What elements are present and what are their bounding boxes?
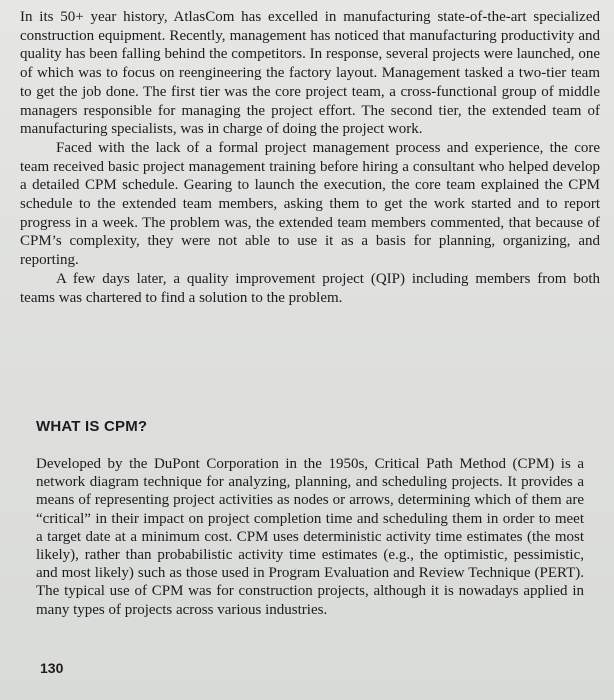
intro-paragraph-1: In its 50+ year history, AtlasCom has excelled in manufacturing state-of-the-art specialized construction equipment. Recently, management has noticed that manufacturing productivity and quality has been falling behind the competitors. In response, several projects were launched, one of which was to focus on reengineering the factory layout. Management tasked a two-tier team to get the job done. The first tier was the core project team, a cross-functional group of middle managers responsible for managing the project effort. The second tier, the extended team of manufacturing specialists, was in charge of doing the project work. <box>20 9 600 138</box>
cpm-paragraph: Developed by the DuPont Corporation in the 1950s, Critical Path Method (CPM) is a network diagram technique for analyzing, planning, and scheduling projects. It provides a means of representing project activities as nodes or arrows, determining which of them are “critical” in their impact on project completion time and scheduling them in order to meet a target date at a minimum cost. CPM uses deterministic activity time estimates (the most likely), rather than probabilistic activity time estimates (e.g., the optimistic, pessimistic, and most likely) such as those used in Program Evaluation and Review Technique (PERT). The typical use of CPM was for construction projects, although it is nowadays applied in many types of projects across various industries. <box>36 456 584 618</box>
section-heading: WHAT IS CPM? <box>36 418 148 435</box>
intro-paragraph-3: A few days later, a quality improvement project (QIP) including members from both teams was chartered to find a solution to the problem. <box>20 270 600 306</box>
cpm-section-body <box>36 455 584 619</box>
case-intro <box>20 8 600 307</box>
intro-paragraph-2: Faced with the lack of a formal project management process and experience, the core team received basic project management training before hiring a consultant who helped develop a detailed CPM schedule. Gearing to launch the execution, the core team explained the CPM schedule to the extended team members, asking them to get the work started and to report progress in a week. The problem was, the extended team members commented, that because of CPM’s complexity, they were not able to use it as a basis for planning, organizing, and reporting. <box>20 139 600 269</box>
page-number: 130 <box>40 660 64 676</box>
